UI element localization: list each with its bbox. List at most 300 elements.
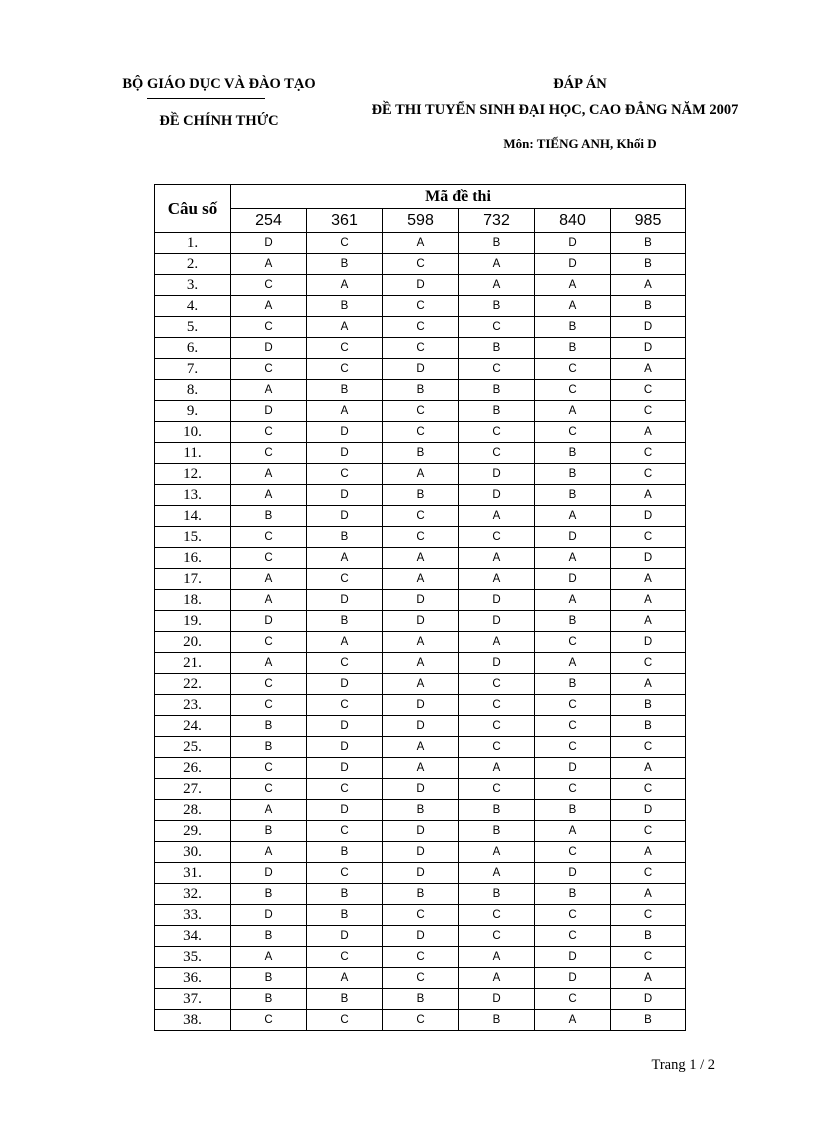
answer-cell: A (535, 1010, 611, 1031)
question-number: 4. (155, 296, 231, 317)
table-row (155, 296, 686, 317)
answer-cell: A (611, 842, 686, 863)
answer-cell: D (307, 422, 383, 443)
answer-cell: D (535, 863, 611, 884)
table-row (155, 611, 686, 632)
exam-code-732: 732 (459, 209, 535, 233)
answer-cell: C (535, 926, 611, 947)
answer-cell: A (611, 611, 686, 632)
table-row (155, 695, 686, 716)
answer-cell: C (231, 695, 307, 716)
answer-cell: C (231, 422, 307, 443)
table-row (155, 1010, 686, 1031)
answer-cell: C (231, 527, 307, 548)
answer-cell: B (535, 884, 611, 905)
question-number: 30. (155, 842, 231, 863)
answer-cell: A (611, 422, 686, 443)
answer-cell: D (307, 506, 383, 527)
table-row (155, 233, 686, 254)
answer-cell: C (231, 275, 307, 296)
answer-cell: C (231, 317, 307, 338)
answer-cell: C (459, 779, 535, 800)
answer-cell: A (231, 653, 307, 674)
question-number: 9. (155, 401, 231, 422)
exam-code-254: 254 (231, 209, 307, 233)
answer-cell: C (611, 947, 686, 968)
answer-cell: B (459, 296, 535, 317)
answer-cell: C (459, 317, 535, 338)
answer-cell: B (307, 296, 383, 317)
answer-cell: D (383, 275, 459, 296)
answer-cell: C (535, 359, 611, 380)
answer-cell: D (383, 590, 459, 611)
answer-cell: C (535, 632, 611, 653)
answer-cell: D (307, 443, 383, 464)
answer-cell: D (307, 590, 383, 611)
answer-cell: C (383, 1010, 459, 1031)
question-number: 13. (155, 485, 231, 506)
question-number-header: Câu số (155, 185, 231, 233)
official-exam-label: ĐỀ CHÍNH THỨC (159, 113, 279, 129)
answer-cell: C (459, 422, 535, 443)
answer-cell: B (307, 989, 383, 1010)
answer-cell: A (611, 968, 686, 989)
answer-cell: B (459, 884, 535, 905)
answer-cell: D (307, 926, 383, 947)
table-row (155, 317, 686, 338)
answer-cell: A (459, 506, 535, 527)
answer-cell: A (231, 296, 307, 317)
answer-cell: C (231, 443, 307, 464)
answer-cell: D (307, 485, 383, 506)
answer-cell: D (535, 968, 611, 989)
answer-cell: A (307, 401, 383, 422)
answer-cell: B (383, 380, 459, 401)
question-number: 10. (155, 422, 231, 443)
table-row (155, 926, 686, 947)
answer-cell: A (459, 968, 535, 989)
answer-cell: C (307, 359, 383, 380)
answer-cell: D (383, 359, 459, 380)
answer-cell: B (231, 506, 307, 527)
answer-cell: A (535, 653, 611, 674)
answer-cell: C (459, 674, 535, 695)
answer-cell: B (231, 989, 307, 1010)
table-row (155, 443, 686, 464)
answer-cell: B (535, 611, 611, 632)
answer-cell: C (459, 695, 535, 716)
answer-cell: B (307, 380, 383, 401)
answer-cell: A (307, 317, 383, 338)
answer-cell: C (383, 338, 459, 359)
answer-cell: C (611, 905, 686, 926)
question-number: 20. (155, 632, 231, 653)
answer-cell: D (383, 926, 459, 947)
answer-cell: D (383, 779, 459, 800)
table-row (155, 401, 686, 422)
answer-cell: A (535, 296, 611, 317)
exam-code-361: 361 (307, 209, 383, 233)
question-number: 5. (155, 317, 231, 338)
answer-cell: C (307, 821, 383, 842)
answer-cell: C (383, 947, 459, 968)
answer-cell: C (611, 401, 686, 422)
answer-cell: C (611, 527, 686, 548)
question-number: 7. (155, 359, 231, 380)
answer-cell: B (231, 716, 307, 737)
table-row (155, 569, 686, 590)
answer-cell: A (307, 275, 383, 296)
answer-cell: D (307, 674, 383, 695)
answer-cell: D (611, 989, 686, 1010)
answer-cell: D (611, 632, 686, 653)
answer-cell: A (611, 569, 686, 590)
answer-cell: A (383, 653, 459, 674)
table-row (155, 590, 686, 611)
table-row (155, 506, 686, 527)
answer-cell: C (383, 527, 459, 548)
answer-cell: C (307, 569, 383, 590)
answer-cell: D (231, 401, 307, 422)
answer-cell: C (535, 737, 611, 758)
answer-cell: B (459, 1010, 535, 1031)
question-number: 22. (155, 674, 231, 695)
answer-cell: A (535, 506, 611, 527)
answer-cell: C (459, 926, 535, 947)
answer-cell: A (459, 275, 535, 296)
exam-code-598: 598 (383, 209, 459, 233)
answer-cell: C (611, 443, 686, 464)
answer-cell: D (459, 653, 535, 674)
answer-cell: A (307, 968, 383, 989)
answer-cell: B (383, 485, 459, 506)
answer-cell: D (611, 800, 686, 821)
answer-cell: A (231, 569, 307, 590)
answer-cell: C (459, 443, 535, 464)
answer-cell: B (383, 800, 459, 821)
answer-cell: B (611, 695, 686, 716)
question-number: 18. (155, 590, 231, 611)
question-number: 3. (155, 275, 231, 296)
answer-cell: A (611, 275, 686, 296)
answer-cell: C (307, 779, 383, 800)
answer-cell: D (535, 758, 611, 779)
exam-code-header: Mã đề thi (231, 185, 686, 209)
answer-cell: D (535, 947, 611, 968)
answer-cell: C (383, 422, 459, 443)
answer-cell: B (611, 254, 686, 275)
answer-cell: A (383, 233, 459, 254)
answer-cell: C (383, 968, 459, 989)
exam-code-985: 985 (611, 209, 686, 233)
answer-cell: B (535, 338, 611, 359)
answer-cell: C (307, 695, 383, 716)
answer-cell: C (459, 905, 535, 926)
answer-cell: A (231, 380, 307, 401)
answer-cell: A (231, 800, 307, 821)
answer-cell: A (383, 674, 459, 695)
exam-codes-row (155, 209, 686, 233)
answer-cell: C (535, 842, 611, 863)
answer-cell: A (611, 758, 686, 779)
answer-cell: C (383, 905, 459, 926)
answer-cell: D (383, 821, 459, 842)
answer-cell: A (459, 842, 535, 863)
table-row (155, 254, 686, 275)
answer-cell: A (535, 821, 611, 842)
answer-cell: B (535, 464, 611, 485)
table-row (155, 548, 686, 569)
question-number: 32. (155, 884, 231, 905)
question-number: 25. (155, 737, 231, 758)
answer-cell: B (459, 800, 535, 821)
answer-cell: C (307, 863, 383, 884)
question-number: 23. (155, 695, 231, 716)
table-row (155, 716, 686, 737)
answer-cell: A (459, 548, 535, 569)
answer-cell: D (231, 233, 307, 254)
answer-cell: A (459, 254, 535, 275)
answer-cell: D (611, 338, 686, 359)
answer-cell: C (231, 1010, 307, 1031)
answer-cell: A (383, 464, 459, 485)
table-row (155, 905, 686, 926)
answer-cell: B (459, 401, 535, 422)
answer-cell: C (535, 716, 611, 737)
answer-rows (155, 233, 686, 1031)
answer-cell: B (231, 926, 307, 947)
question-number: 16. (155, 548, 231, 569)
answer-cell: C (231, 758, 307, 779)
table-row (155, 359, 686, 380)
question-number: 11. (155, 443, 231, 464)
question-number: 36. (155, 968, 231, 989)
answer-cell: C (611, 779, 686, 800)
exam-code-840: 840 (535, 209, 611, 233)
answer-cell: A (231, 590, 307, 611)
table-row (155, 527, 686, 548)
table-row (155, 884, 686, 905)
table-row (155, 989, 686, 1010)
answer-cell: A (535, 401, 611, 422)
table-row (155, 821, 686, 842)
answer-cell: B (459, 233, 535, 254)
question-number: 2. (155, 254, 231, 275)
answer-cell: D (307, 737, 383, 758)
answer-cell: D (611, 506, 686, 527)
answer-cell: B (459, 380, 535, 401)
table-row (155, 863, 686, 884)
table-row (155, 842, 686, 863)
answer-cell: C (231, 548, 307, 569)
answer-cell: D (383, 863, 459, 884)
answer-cell: A (231, 464, 307, 485)
answer-cell: C (383, 401, 459, 422)
answer-cell: A (535, 590, 611, 611)
answer-cell: C (307, 233, 383, 254)
header-underline (147, 98, 265, 99)
answer-cell: B (611, 233, 686, 254)
answer-cell: B (611, 716, 686, 737)
question-number: 26. (155, 758, 231, 779)
answer-cell: B (231, 737, 307, 758)
table-row (155, 380, 686, 401)
answer-cell: B (307, 527, 383, 548)
answer-cell: C (611, 380, 686, 401)
question-number: 34. (155, 926, 231, 947)
question-number: 8. (155, 380, 231, 401)
answer-cell: C (535, 779, 611, 800)
answer-cell: C (459, 527, 535, 548)
answer-cell: B (307, 905, 383, 926)
answer-cell: D (459, 611, 535, 632)
answer-cell: C (307, 653, 383, 674)
question-number: 27. (155, 779, 231, 800)
answer-cell: B (383, 443, 459, 464)
answer-cell: A (383, 737, 459, 758)
answer-cell: D (383, 695, 459, 716)
question-number: 12. (155, 464, 231, 485)
question-number: 14. (155, 506, 231, 527)
answer-cell: A (307, 632, 383, 653)
answer-cell: B (231, 821, 307, 842)
question-number: 33. (155, 905, 231, 926)
question-number: 38. (155, 1010, 231, 1031)
answer-key-table (154, 184, 686, 1031)
answer-cell: C (307, 1010, 383, 1031)
answer-cell: B (459, 338, 535, 359)
answer-cell: B (383, 884, 459, 905)
answer-cell: B (231, 968, 307, 989)
answer-cell: C (611, 737, 686, 758)
table-row (155, 485, 686, 506)
answer-cell: C (231, 359, 307, 380)
question-number: 17. (155, 569, 231, 590)
answer-cell: C (611, 464, 686, 485)
document-title: ĐÁP ÁN (553, 76, 607, 92)
question-number: 19. (155, 611, 231, 632)
answer-cell: A (611, 674, 686, 695)
answer-cell: B (383, 989, 459, 1010)
table-row (155, 632, 686, 653)
table-row (155, 800, 686, 821)
answer-cell: C (535, 989, 611, 1010)
answer-cell: B (307, 611, 383, 632)
table-row (155, 674, 686, 695)
answer-cell: A (231, 947, 307, 968)
answer-cell: C (535, 905, 611, 926)
answer-cell: A (535, 548, 611, 569)
answer-cell: A (383, 569, 459, 590)
answer-cell: A (535, 275, 611, 296)
question-number: 24. (155, 716, 231, 737)
table-row (155, 422, 686, 443)
answer-cell: C (611, 863, 686, 884)
answer-cell: B (611, 1010, 686, 1031)
answer-cell: D (535, 569, 611, 590)
question-number: 35. (155, 947, 231, 968)
answer-cell: A (459, 947, 535, 968)
answer-cell: A (383, 632, 459, 653)
answer-cell: C (383, 506, 459, 527)
question-number: 31. (155, 863, 231, 884)
answer-cell: A (611, 485, 686, 506)
subject-line: Môn: TIẾNG ANH, Khối D (503, 136, 657, 151)
page-number: Trang 1 / 2 (651, 1057, 715, 1073)
question-number: 37. (155, 989, 231, 1010)
answer-cell: B (307, 884, 383, 905)
answer-cell: B (231, 884, 307, 905)
table-row (155, 947, 686, 968)
answer-cell: C (231, 779, 307, 800)
answer-cell: D (535, 233, 611, 254)
table-row (155, 968, 686, 989)
table-row (155, 464, 686, 485)
answer-cell: D (383, 716, 459, 737)
answer-cell: C (231, 674, 307, 695)
answer-cell: B (307, 254, 383, 275)
answer-cell: A (231, 254, 307, 275)
answer-cell: C (231, 632, 307, 653)
answer-cell: B (535, 674, 611, 695)
answer-cell: A (459, 863, 535, 884)
question-number: 15. (155, 527, 231, 548)
table-row (155, 338, 686, 359)
answer-cell: D (231, 611, 307, 632)
answer-cell: D (307, 758, 383, 779)
answer-cell: B (535, 485, 611, 506)
answer-cell: D (231, 863, 307, 884)
answer-cell: A (231, 485, 307, 506)
answer-cell: A (611, 590, 686, 611)
answer-cell: C (535, 695, 611, 716)
answer-cell: A (611, 359, 686, 380)
answer-cell: A (459, 569, 535, 590)
answer-cell: C (459, 716, 535, 737)
answer-cell: D (307, 716, 383, 737)
answer-cell: B (307, 842, 383, 863)
answer-cell: D (307, 800, 383, 821)
answer-cell: C (459, 359, 535, 380)
answer-cell: D (611, 317, 686, 338)
answer-cell: A (383, 758, 459, 779)
answer-cell: C (383, 254, 459, 275)
answer-cell: D (459, 485, 535, 506)
answer-cell: A (307, 548, 383, 569)
answer-cell: B (535, 317, 611, 338)
table-row (155, 275, 686, 296)
table-header-row (155, 185, 686, 209)
answer-cell: C (307, 947, 383, 968)
answer-cell: A (459, 758, 535, 779)
answer-cell: D (459, 590, 535, 611)
question-number: 1. (155, 233, 231, 254)
answer-cell: B (535, 800, 611, 821)
answer-cell: D (459, 989, 535, 1010)
answer-cell: B (535, 443, 611, 464)
answer-cell: B (611, 296, 686, 317)
answer-cell: D (383, 842, 459, 863)
answer-cell: D (383, 611, 459, 632)
answer-cell: A (611, 884, 686, 905)
table-row (155, 758, 686, 779)
answer-cell: A (231, 842, 307, 863)
answer-cell: D (459, 464, 535, 485)
answer-cell: B (459, 821, 535, 842)
answer-cell: D (231, 905, 307, 926)
answer-cell: D (535, 527, 611, 548)
answer-cell: A (383, 548, 459, 569)
